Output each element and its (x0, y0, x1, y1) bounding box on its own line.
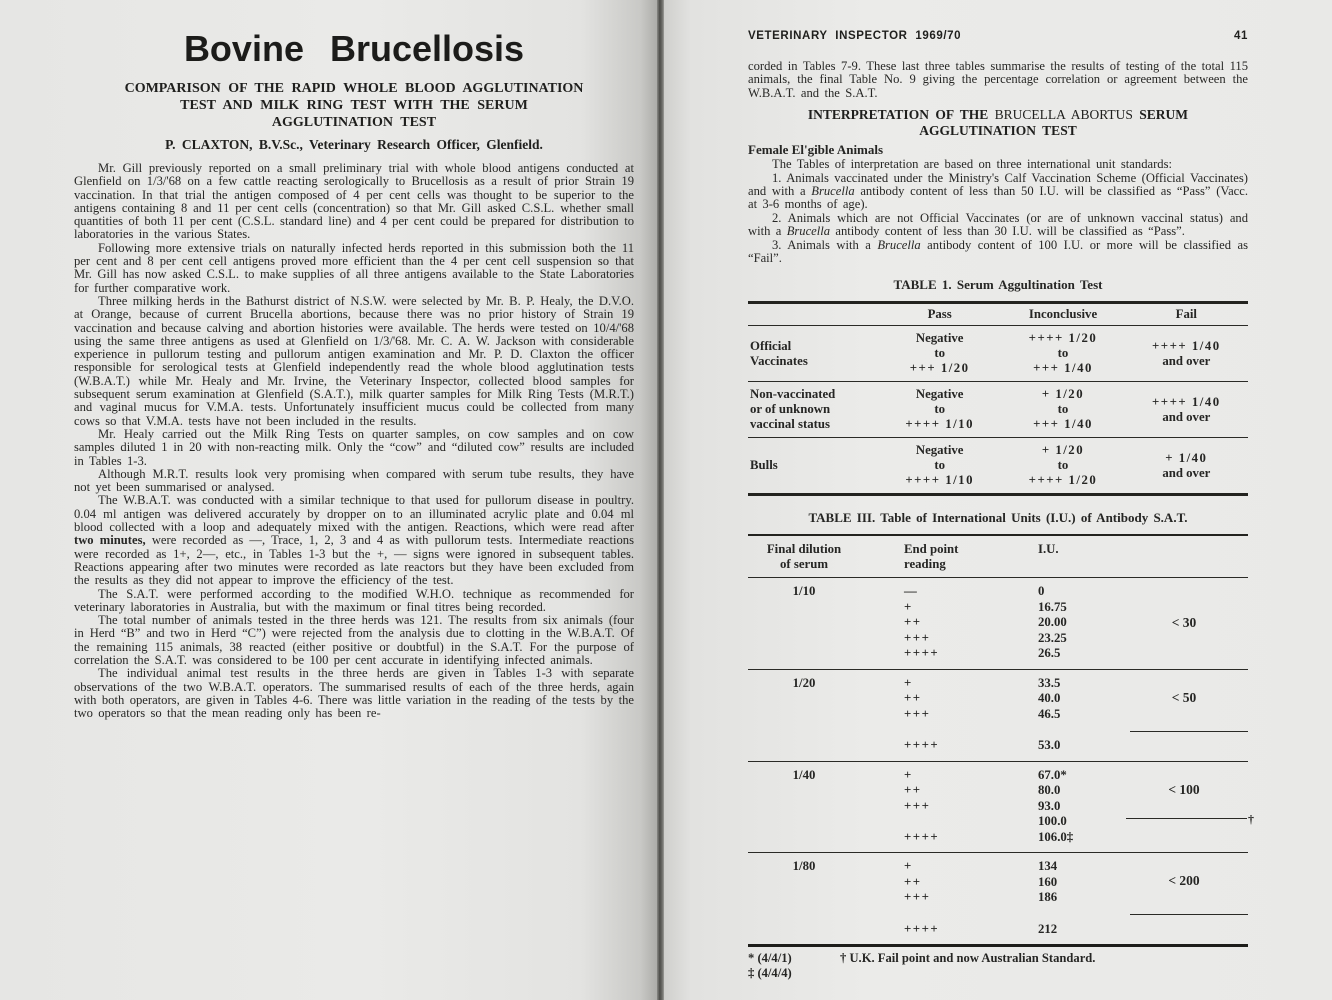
item-text: antibody content of less than 50 I.U. will be classified as “Pass” (Vacc. at 3-6 months of age). (748, 184, 1248, 212)
article-title: Bovine Brucellosis (183, 28, 525, 69)
heading-species: BRUCELLA ABORTUS (994, 107, 1133, 123)
dilution-group-1-80 (748, 852, 1248, 944)
threshold-divider-rule (1130, 731, 1248, 732)
col-threshold (1120, 542, 1248, 572)
paragraph: Mr. Gill previously reported on a small preliminary trial with whole blood antigens conducted at Glenfield on 1/3/'68 on a few cattle reacting serologically to Brucellosis as a result of prior Strain 19 vaccination. In that trial the antigen composed of 4 per cent cells was thought to be superior to the antigens containing 8 and 11 per cent cells (concentration) so that Mr. Gill asked C.S.L. whether small quantities of both 11 per cent (C.S.L. standard line) and 4 per cent could be prepared for distribution to laboratories in the various States. (74, 161, 634, 242)
footnote-dagger: † U.K. Fail point and now Australian Standard. (840, 951, 1096, 966)
table1-corner-cell (748, 303, 878, 326)
table1-col-pass: Pass (878, 303, 1001, 326)
item-text: 3. Animals with a (772, 237, 878, 252)
pass-cell: Negative to ++++ 1/10 (878, 382, 1001, 438)
threshold-value: < 30 (1171, 615, 1197, 631)
paragraph (74, 494, 634, 587)
inconclusive-cell: + 1/20 to ++++ 1/20 (1001, 438, 1124, 495)
species-italic: Brucella (811, 184, 855, 199)
list-item (748, 239, 1248, 266)
subtitle-line: COMPARISON OF THE RAPID WHOLE BLOOD AGGLUTINATION (124, 81, 584, 96)
heading-text: SERUM (1132, 107, 1189, 123)
article-body (74, 162, 634, 720)
left-page (0, 0, 660, 1000)
article-author: P. CLAXTON, B.V.Sc., Veterinary Research Officer, Glenfield. (165, 137, 543, 152)
iu-column: 0 16.75 20.00 23.25 26.5 (1038, 584, 1067, 661)
table1-header-row (748, 303, 1248, 326)
table-row (748, 382, 1248, 438)
paragraph: Three milking herds in the Bathurst district of N.S.W. were selected by Mr. B. P. Healy, the D.V.O. at Orange, because of current Brucella abortions, because there was no prior history of Strain 19 vaccination and because calving and abortion histories were available. The herds were tested on 10/4/'68 using the same three antigens as used at Glenfield on 1/3/'68. Mr. C. A. W. Jackson with considerable experience in pullorum testing and pullorum antigen examination and Mr. P. D. Claxton the officer responsible for serological tests at Glenfield independently read the whole blood agglutination tests (W.B.A.T.) while Mr. Healy and Mr. Irvine, the Veterinary Inspector, collected blood samples for subsequent serum examination at Glenfield (S.A.T.), milk quarter samples for Milk Ring Tests (M.R.T.) and vaginal mucus for V.M.A. tests. Unfortunately insufficient mucus could be collected from many cows so that V.M.A. tests have not been included in the results. (74, 293, 634, 428)
iu-column: 134 160 186 212 (1038, 859, 1058, 936)
fail-cell: + 1/40 and over (1125, 438, 1248, 495)
heading-text: INTERPRETATION OF THE (807, 107, 995, 123)
iu-column: 33.5 40.0 46.5 53.0 (1038, 675, 1061, 753)
section-heading-line: AGGLUTINATION TEST (919, 123, 1077, 139)
footnote-star: * (4/4/1) (748, 951, 792, 966)
paragraph: Following more extensive trials on naturally infected herds reported in this submission both the 11 per cent and 8 per cent cell antigens proved more efficient than the 4 per cent cell suspension so that Mr. Gill has now asked C.S.L. to make supplies of all three antigens available to the State Laboratories for further comparative work. (74, 240, 634, 295)
dilution-value: 1/80 (792, 859, 816, 874)
inconclusive-cell: + 1/20 to +++ 1/40 (1001, 382, 1124, 438)
row-label: Bulls (748, 438, 878, 495)
table3-body (748, 578, 1254, 947)
row-label: Non-vaccinated or of unknown vaccinal status (748, 382, 878, 438)
threshold-value: < 100 (1168, 781, 1200, 797)
paragraph: The S.A.T. were performed according to the modified W.H.O. technique as recommended for veterinary laboratories in Australia, but with the maximum or final titres being recorded. (74, 586, 634, 614)
page-number: 41 (1234, 30, 1248, 42)
readings-column: + ++ +++ ++++ (904, 767, 940, 844)
paragraph: Mr. Healy carried out the Milk Ring Tests on quarter samples, on cow samples and on cow samples diluted 1 in 20 with non-reacting milk. Only the “cow” and “diluted cow” results are included in Tables 1-3. (74, 426, 634, 468)
fail-cell: ++++ 1/40 and over (1125, 382, 1248, 438)
threshold-divider-rule (1130, 914, 1248, 915)
journal-name: VETERINARY INSPECTOR 1969/70 (748, 30, 962, 42)
list-item (748, 172, 1248, 212)
paragraph-text: were recorded as —, Trace, 1, 2, 3 and 4 as with pullorum tests. Intermediate reactions were recorded as 1+, 2—, etc., in Tables 1-3 but the +, — signs were ignored in subsequent tables. Reactions appearing after two minutes were recorded as late reactors but they have been excluded from the results as they did not appear to improve the efficiency of the test. (74, 533, 635, 588)
list-item (748, 212, 1248, 239)
table-row (748, 326, 1248, 382)
dilution-group-1-10 (748, 578, 1248, 669)
table3-international-units (748, 534, 1254, 947)
species-italic: Brucella (877, 237, 921, 252)
subtitle-line: AGGLUTINATION TEST (271, 115, 437, 130)
subtitle-line: TEST AND MILK RING TEST WITH THE SERUM (180, 98, 528, 113)
paragraph-text: The W.B.A.T. was conducted with a similar technique to that used for pullorum disease in poultry. 0.04 ml antigen was delivered accurately by dropper on to an illuminated acrylic plate and 0.04 ml blood collected with a loop and adequately mixed with the antigen. Reactions, which were read after (74, 493, 634, 535)
table3-header-row (748, 536, 1248, 578)
inconclusive-cell: ++++ 1/20 to +++ 1/40 (1028, 331, 1098, 376)
readings-column: + ++ +++ ++++ (904, 675, 940, 753)
uk-fail-point-rule (1126, 811, 1254, 826)
emphasis-two-minutes: two minutes, (74, 533, 146, 548)
right-page-body (748, 59, 1254, 981)
col-iu: I.U. (1038, 542, 1059, 557)
pass-cell: Negative to ++++ 1/10 (878, 438, 1001, 495)
dilution-value: 1/40 (792, 767, 816, 782)
item-text: 1. Animals vaccinated under the Ministry's Calf Vaccination Scheme (Official Vaccinates) and with a (748, 170, 1248, 199)
fail-cell: ++++ 1/40 and over (1152, 338, 1221, 368)
section-heading-line (748, 107, 1248, 123)
paragraph: Although M.R.T. results look very promising when compared with serum tube results, they have not yet been summarised or analysed. (74, 466, 634, 495)
row-label: Official Vaccinates (750, 338, 808, 368)
section-heading (748, 107, 1248, 139)
dilution-value: 1/20 (792, 675, 816, 690)
dagger-mark: † (1248, 811, 1254, 826)
dilution-group-1-20 (748, 669, 1248, 761)
running-head (748, 30, 1248, 42)
table1-col-inconclusive: Inconclusive (1001, 303, 1124, 326)
table1-title: TABLE 1. Serum Aggultination Test (893, 277, 1103, 293)
subheading-female-eligible: Female El'gible Animals (748, 142, 884, 158)
iu-column: 67.0* 80.0 93.0 100.0 106.0‡ (1038, 767, 1074, 844)
item-text: antibody content of less than 30 I.U. will be classified as “Pass”. (830, 224, 1185, 239)
item-text: 2. Animals which are not Official Vaccinates (or are of unknown vaccinal status) and with a (748, 210, 1248, 239)
dilution-value: 1/10 (792, 584, 816, 599)
article-subtitle (74, 80, 634, 131)
col-end-point: End point reading (904, 542, 959, 572)
book-spine-gutter (657, 0, 664, 1000)
threshold-value: < 50 (1171, 689, 1197, 705)
table1-serum-agglutination (748, 301, 1248, 496)
table1-col-fail: Fail (1125, 303, 1248, 326)
dilution-group-1-40 (748, 761, 1254, 853)
right-page (664, 0, 1332, 1000)
item-text: antibody content of 100 I.U. or more will be classified as “Fail”. (748, 237, 1248, 266)
pass-cell: Negative to +++ 1/20 (909, 331, 970, 376)
table-row (748, 438, 1248, 495)
intro-paragraph: The Tables of interpretation are based on three international unit standards: (772, 157, 1172, 172)
readings-column: — + ++ +++ ++++ (904, 584, 940, 661)
species-italic: Brucella (786, 224, 831, 239)
table3-footnotes (748, 951, 1248, 981)
threshold-value: < 200 (1168, 873, 1200, 889)
table3-title: TABLE III. Table of International Units (I.U.) of Antibody S.A.T. (808, 510, 1188, 526)
col-final-dilution: Final dilution of serum (766, 542, 842, 572)
continuation-paragraph: corded in Tables 7-9. These last three tables summarise the results of testing of the total 115 animals, the final Table No. 9 giving the percentage correlation or agreement between the W.B.A.T. and the S.A.T. (748, 59, 1248, 100)
readings-column: + ++ +++ ++++ (904, 859, 940, 936)
footnote-double-dagger: ‡ (4/4/4) (748, 966, 792, 981)
paragraph: The individual animal test results in the three herds are given in Tables 1-3 with separate observations of the two W.B.A.T. operators. The summarised results of each of the three herds, again with both operators, are given in Tables 4-6. There was little variation in the reading of the tests by the two operators so that the mean reading only has been re- (74, 666, 634, 721)
paragraph: The total number of animals tested in the three herds was 121. The results from six animals (four in Herd “B” and two in Herd “C”) were rejected from the analysis due to clotting in the W.B.A.T. Of the remaining 115 animals, 38 reacted (either positive or doubtful) in the S.A.T. For the purpose of correlation the S.A.T. was considered to be 100 per cent accurate in identifying infected animals. (74, 613, 634, 667)
